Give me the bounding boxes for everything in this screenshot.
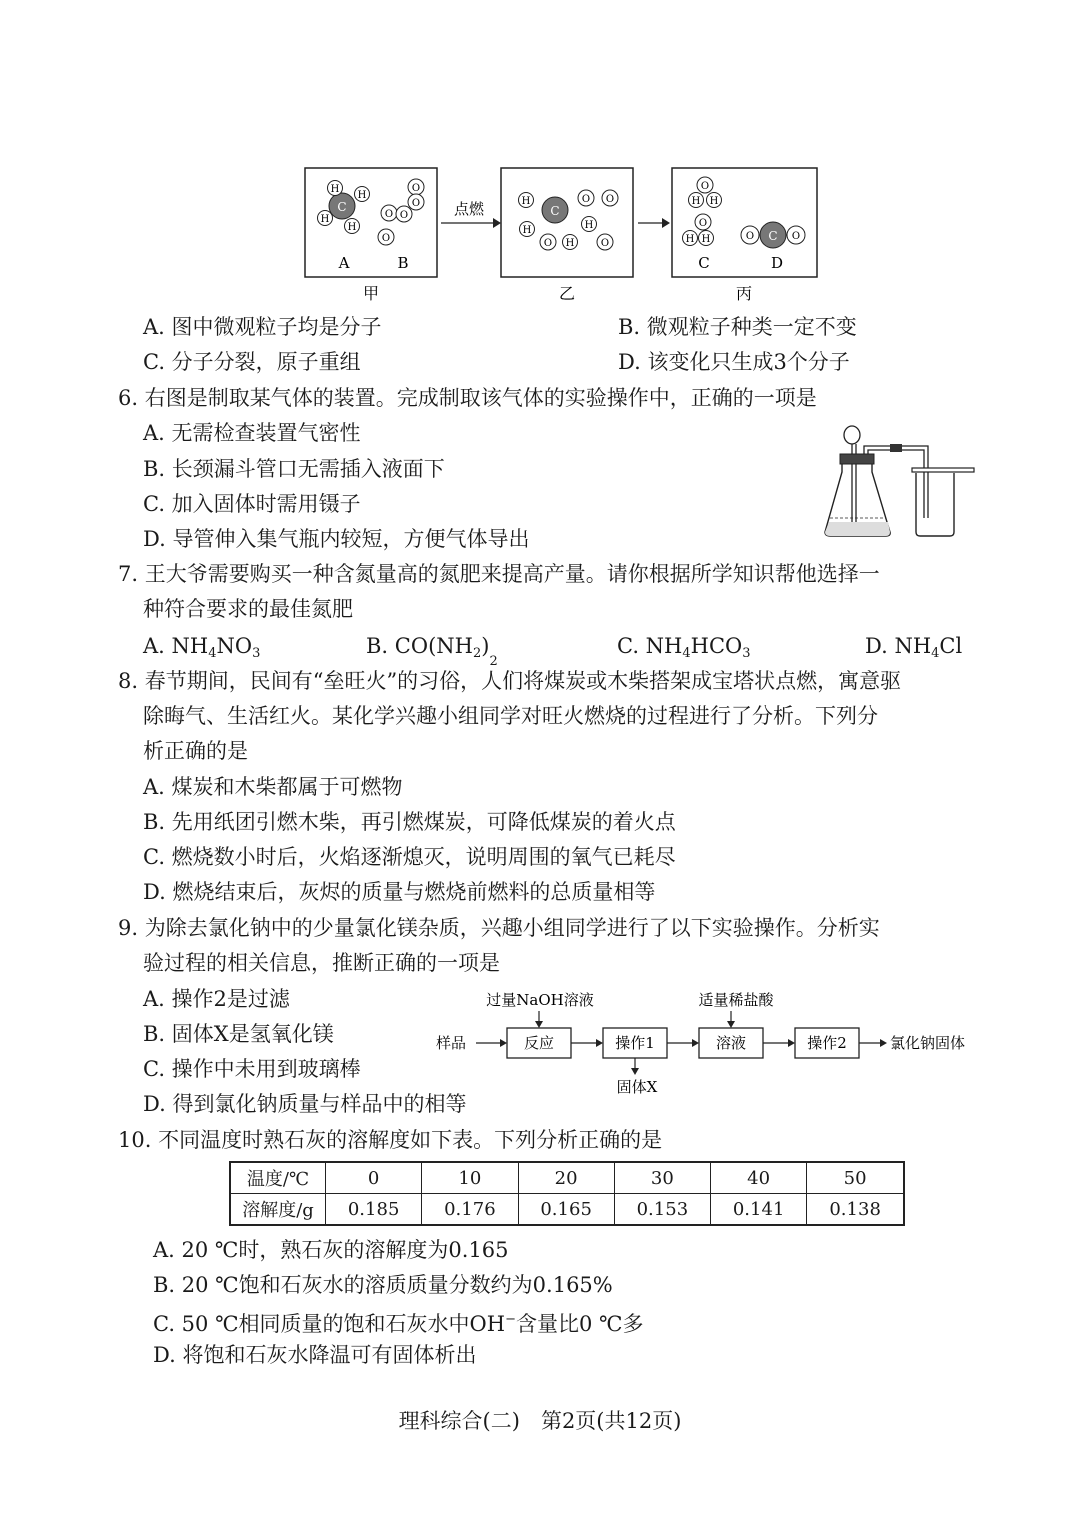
svg-text:操作2: 操作2 xyxy=(807,1034,847,1052)
q8-stem-line3: 析正确的是 xyxy=(143,739,248,763)
separated-atoms xyxy=(519,190,619,250)
q6-option-c: C. 加入固体时需用镊子 xyxy=(143,492,361,516)
q8-option-a: A. 煤炭和木柴都属于可燃物 xyxy=(143,775,403,799)
svg-text:O: O xyxy=(745,231,755,242)
svg-text:H: H xyxy=(347,222,357,233)
svg-text:O: O xyxy=(399,210,409,221)
svg-text:操作1: 操作1 xyxy=(615,1034,655,1052)
arrow-right-icon xyxy=(500,1039,507,1047)
q7-stem-line2: 种符合要求的最佳氮肥 xyxy=(143,597,353,621)
svg-text:H: H xyxy=(357,190,367,201)
svg-text:H: H xyxy=(584,220,594,231)
table-cell: 0.138 xyxy=(807,1194,904,1226)
solubility-table xyxy=(229,1161,905,1226)
table-cell: 0.185 xyxy=(326,1194,422,1226)
panel-yi-frame xyxy=(501,168,633,277)
q9-option-a: A. 操作2是过滤 xyxy=(143,987,290,1011)
q5-option-c: C. 分子分裂，原子重组 xyxy=(143,350,361,374)
table-cell: 0.176 xyxy=(422,1194,518,1226)
arrow-right-icon xyxy=(788,1039,795,1047)
q8-option-c: C. 燃烧数小时后，火焰逐渐熄灭，说明周围的氧气已耗尽 xyxy=(143,845,676,869)
q7-option-b: B. $CO(NH_2)_2$ xyxy=(366,634,498,669)
q6-option-b: B. 长颈漏斗管口无需插入液面下 xyxy=(143,457,445,481)
svg-text:H: H xyxy=(701,234,711,245)
svg-text:C: C xyxy=(550,204,560,218)
water-molecules xyxy=(683,177,722,246)
panel-bing-frame xyxy=(672,168,817,277)
arrow-right-icon xyxy=(493,218,501,228)
svg-text:反应: 反应 xyxy=(523,1034,555,1052)
panel-label-yi: 乙 xyxy=(558,284,576,303)
arrow-right-icon xyxy=(880,1039,887,1047)
table-cell: 40 xyxy=(711,1162,807,1194)
arrow-down-icon xyxy=(727,1021,735,1028)
q7-option-d: D. $NH_4Cl$ xyxy=(865,634,963,661)
q9-option-b: B. 固体X是氢氧化镁 xyxy=(143,1022,334,1046)
svg-text:H: H xyxy=(522,225,532,236)
svg-text:O: O xyxy=(698,218,708,229)
q7-option-a: A. $NH_4NO_3$ xyxy=(143,634,261,661)
svg-text:O: O xyxy=(605,194,615,205)
svg-text:H: H xyxy=(330,184,340,195)
arrow-right-icon xyxy=(662,218,670,228)
q5-option-d: D. 该变化只生成3个分子 xyxy=(618,350,850,374)
svg-text:H: H xyxy=(521,196,531,207)
svg-text:H: H xyxy=(685,234,695,245)
purification-flowchart xyxy=(430,985,985,1100)
q6-option-a: A. 无需检查装置气密性 xyxy=(143,421,361,445)
table-cell: 30 xyxy=(614,1162,710,1194)
q8-option-d: D. 燃烧结束后，灰烬的质量与燃烧前燃料的总质量相等 xyxy=(143,880,656,904)
q10-option-b: B. 20 ℃饱和石灰水的溶质质量分数约为0.165% xyxy=(153,1273,613,1297)
label-a: A xyxy=(338,254,350,272)
q7-stem-line1: 7. 王大爷需要购买一种含氮量高的氮肥来提高产量。请你根据所学知识帮他选择一 xyxy=(118,562,880,586)
svg-text:O: O xyxy=(700,181,710,192)
table-header-solubility: 溶解度/g xyxy=(230,1194,326,1226)
q9-stem-line1: 9. 为除去氯化钠中的少量氯化镁杂质，兴趣小组同学进行了以下实验操作。分析实 xyxy=(118,916,880,940)
svg-text:O: O xyxy=(581,194,591,205)
table-cell: 0.165 xyxy=(518,1194,614,1226)
product-nacl-label: 氯化钠固体 xyxy=(890,1034,966,1052)
q8-stem-line2: 除晦气、生活红火。某化学兴趣小组同学对旺火燃烧的过程进行了分析。下列分 xyxy=(143,704,878,728)
gas-generation-apparatus xyxy=(820,418,980,540)
q6-stem: 6. 右图是制取某气体的装置。完成制取该气体的实验操作中，正确的一项是 xyxy=(118,386,817,410)
arrow-label-ignite: 点燃 xyxy=(453,200,485,218)
svg-text:O: O xyxy=(791,231,801,242)
q9-stem-line2: 验过程的相关信息，推断正确的一项是 xyxy=(143,951,500,975)
q9-option-d: D. 得到氯化钠质量与样品中的相等 xyxy=(143,1092,467,1116)
svg-text:O: O xyxy=(411,183,421,194)
page-footer: 理科综合(二) 第2页(共12页) xyxy=(398,1409,682,1433)
solid-x-label: 固体X xyxy=(616,1078,658,1096)
svg-text:O: O xyxy=(600,238,610,249)
q10-option-d: D. 将饱和石灰水降温可有固体析出 xyxy=(153,1343,477,1367)
svg-text:H: H xyxy=(709,196,719,207)
label-c: C xyxy=(698,254,710,272)
q7-option-c: C. $NH_4HCO_3$ xyxy=(617,634,751,661)
table-cell: 0.153 xyxy=(614,1194,710,1226)
table-row xyxy=(230,1194,904,1226)
q8-option-b: B. 先用纸团引燃木柴，再引燃煤炭，可降低煤炭的着火点 xyxy=(143,810,676,834)
table-row xyxy=(230,1162,904,1194)
svg-text:H: H xyxy=(320,214,330,225)
label-b: B xyxy=(397,254,409,272)
label-d: D xyxy=(770,254,784,272)
q10-option-a: A. 20 ℃时，熟石灰的溶解度为0.165 xyxy=(153,1238,509,1262)
q10-option-c: C. 50 ℃相同质量的饱和石灰水中OH−含量比0 ℃多 xyxy=(153,1312,644,1336)
svg-text:O: O xyxy=(543,238,553,249)
reagent-naoh-label: 过量NaOH溶液 xyxy=(486,991,594,1009)
svg-text:H: H xyxy=(691,196,701,207)
table-cell: 0.141 xyxy=(711,1194,807,1226)
svg-text:C: C xyxy=(337,200,347,214)
svg-text:O: O xyxy=(384,209,394,220)
svg-text:溶液: 溶液 xyxy=(715,1034,747,1052)
arrow-down-icon xyxy=(535,1021,543,1028)
svg-text:O: O xyxy=(411,198,421,209)
svg-text:C: C xyxy=(768,229,778,243)
table-cell: 20 xyxy=(518,1162,614,1194)
panel-label-jia: 甲 xyxy=(362,284,380,303)
panel-label-bing: 丙 xyxy=(735,284,753,303)
q9-option-c: C. 操作中未用到玻璃棒 xyxy=(143,1057,361,1081)
q10-stem: 10. 不同温度时熟石灰的溶解度如下表。下列分析正确的是 xyxy=(118,1128,663,1152)
arrow-right-icon xyxy=(596,1039,603,1047)
q5-option-b: B. 微观粒子种类一定不变 xyxy=(618,315,857,339)
table-cell: 50 xyxy=(807,1162,904,1194)
table-cell: 0 xyxy=(326,1162,422,1194)
svg-text:H: H xyxy=(565,238,575,249)
table-cell: 10 xyxy=(422,1162,518,1194)
table-header-temperature: 温度/℃ xyxy=(230,1162,326,1194)
svg-text:O: O xyxy=(381,233,391,244)
arrow-down-icon xyxy=(631,1068,639,1075)
methane-molecule xyxy=(318,181,370,234)
q5-option-a: A. 图中微观粒子均是分子 xyxy=(143,315,382,339)
reagent-hcl-label: 适量稀盐酸 xyxy=(698,991,774,1009)
oxygen-molecules xyxy=(378,179,424,245)
arrow-right-icon xyxy=(692,1039,699,1047)
reaction-particle-diagram xyxy=(300,162,825,307)
sample-label: 样品 xyxy=(436,1034,467,1052)
q6-option-d: D. 导管伸入集气瓶内较短，方便气体导出 xyxy=(143,527,530,551)
q8-stem-line1: 8. 春节期间，民间有“垒旺火”的习俗，人们将煤炭或木柴搭架成宝塔状点燃，寓意驱 xyxy=(118,669,902,693)
carbon-dioxide-molecule xyxy=(741,222,805,248)
